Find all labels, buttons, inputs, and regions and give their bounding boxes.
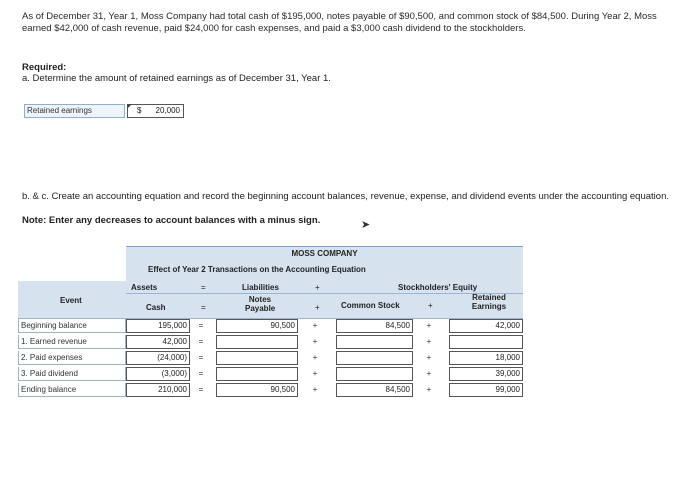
common-stock-column-header: Common Stock: [341, 301, 400, 310]
assets-heading: Assets: [131, 283, 158, 292]
problem-intro: As of December 31, Year 1, Moss Company had total cash of $195,000, notes payable of $90,500, and common stock of $84,500. During Year 2, Moss earned $42,000 of cash revenue, paid $24,000 for cash expenses, and paid a $3,000 cash dividend to the stockholders.: [22, 11, 657, 34]
event-column-header: Event: [60, 296, 82, 305]
plus-sign: +: [312, 353, 318, 362]
cash-input[interactable]: (3,000): [126, 367, 190, 381]
company-name: MOSS COMPANY: [291, 249, 358, 258]
retained-earnings-input[interactable]: 39,000: [449, 367, 523, 381]
notes-payable-input[interactable]: [216, 335, 298, 349]
equals-sign: =: [201, 283, 206, 292]
cash-input[interactable]: 210,000: [126, 383, 190, 397]
plus-sign: +: [428, 301, 433, 310]
plus-sign: +: [426, 369, 432, 378]
plus-sign: +: [312, 369, 318, 378]
equals-sign: =: [201, 303, 206, 312]
plus-sign: +: [426, 337, 432, 346]
instruction-note: Note: Enter any decreases to account balances with a minus sign.: [22, 215, 321, 226]
cash-input[interactable]: 42,000: [126, 335, 190, 349]
notes-payable-input[interactable]: [216, 367, 298, 381]
table-subtitle: Effect of Year 2 Transactions on the Accounting Equation: [148, 265, 366, 274]
plus-sign: +: [315, 283, 320, 292]
plus-sign: +: [315, 303, 320, 312]
retained-earnings-input[interactable]: 42,000: [449, 319, 523, 333]
common-stock-input[interactable]: [336, 367, 413, 381]
notes-payable-column-header: Notes Payable: [245, 295, 276, 313]
equals-sign: =: [198, 337, 204, 346]
common-stock-input[interactable]: 84,500: [336, 319, 413, 333]
plus-sign: +: [426, 321, 432, 330]
plus-sign: +: [312, 321, 318, 330]
retained-earnings-column-header: Retained Earnings: [471, 293, 507, 311]
plus-sign: +: [312, 385, 318, 394]
notes-payable-input[interactable]: 90,500: [216, 319, 298, 333]
notes-payable-input[interactable]: [216, 351, 298, 365]
part-a-question: a. Determine the amount of retained earnings as of December 31, Year 1.: [22, 73, 331, 84]
part-bc-question: b. & c. Create an accounting equation and record the beginning account balances, revenue, expense, and dividend events under the accounting equation.: [22, 191, 669, 202]
retained-earnings-input[interactable]: [127, 104, 184, 118]
event-cell: 3. Paid dividend: [18, 367, 126, 381]
plus-sign: +: [312, 337, 318, 346]
event-cell: 1. Earned revenue: [18, 335, 126, 349]
common-stock-input[interactable]: 84,500: [336, 383, 413, 397]
equals-sign: =: [198, 385, 204, 394]
required-heading: Required:: [22, 62, 67, 73]
notes-payable-input[interactable]: 90,500: [216, 383, 298, 397]
retained-earnings-input[interactable]: 18,000: [449, 351, 523, 365]
equity-heading: Stockholders' Equity: [398, 283, 478, 292]
common-stock-input[interactable]: [336, 351, 413, 365]
retained-earnings-value: 20,000: [155, 106, 180, 115]
event-cell: 2. Paid expenses: [18, 351, 126, 365]
plus-sign: +: [426, 353, 432, 362]
event-cell: Ending balance: [18, 383, 126, 397]
equals-sign: =: [198, 353, 204, 362]
retained-earnings-input[interactable]: [449, 335, 523, 349]
common-stock-input[interactable]: [336, 335, 413, 349]
currency-symbol: $: [137, 106, 142, 115]
plus-sign: +: [426, 385, 432, 394]
mouse-cursor-icon: ➤: [361, 219, 371, 231]
event-cell: Beginning balance: [18, 319, 126, 333]
liabilities-heading: Liabilities: [242, 283, 279, 292]
cash-input[interactable]: (24,000): [126, 351, 190, 365]
cash-column-header: Cash: [146, 303, 166, 312]
retained-earnings-input[interactable]: 99,000: [449, 383, 523, 397]
cash-input[interactable]: 195,000: [126, 319, 190, 333]
incorrect-flag-icon: [127, 104, 132, 109]
equals-sign: =: [198, 321, 204, 330]
equals-sign: =: [198, 369, 204, 378]
retained-earnings-label: Retained earnings: [24, 104, 125, 118]
